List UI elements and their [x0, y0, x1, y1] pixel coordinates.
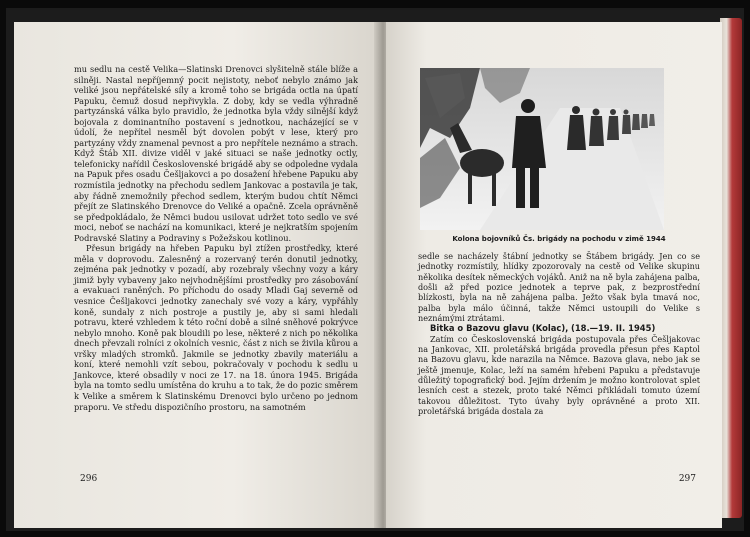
right-page-number: 297 — [678, 474, 696, 484]
left-page-number: 296 — [80, 474, 98, 484]
photo-caption: Kolona bojovníků Čs. brigády na pochodu v zimě 1944 — [452, 235, 666, 243]
left-page-text — [74, 64, 358, 412]
right-page-text — [418, 251, 700, 417]
open-book — [6, 8, 744, 531]
section-heading-date: (18.—19. II. 1945) — [571, 323, 656, 334]
photo-illustration — [420, 68, 664, 230]
left-page — [14, 22, 380, 528]
right-paragraph-2: Zatím co Československá brigáda postupovala přes Češljakovac na Jankovac, XII. proletářská brigáda provedla přesun přes Kaptol na Bazovu glavu, kde narazila na Němce. Bazova glava, nebo jak se ještě jmenuje, Kolac, leží na samém hřebeni Papuku a představuje důležitý topografický bod. Jejím držením je možno kontrolovat splet lesních cest a stezek, proto také Němci přikládali tomuto území takovou důležitost. Tyto úvahy byly oprávněné a proto XII. proletářská brigáda dostala za — [418, 333, 700, 417]
left-paragraph-1: mu sedlu na cestě Velika—Slatinski Drenovci slyšitelně stále blíže a silněji. Nastal nepříjemný pocit nejistoty, neboť nebylo známo jak veliké jsou nepřátelské síly a kromě toho se brigáda octla na úpatí Papuku, čemuž dosud nepřivykla. Z doby, kdy se vedla výhradně partyzánská válka bylo pravidlo, že jednotka byla vždy silnější když bojovala z dominantního postavení s jednotkou, nacházející se v údolí, že nepřítel nesměl být dovolen pobýt v lese, který pro partyzány vždy znamenal pevnost a pro nepřítele neznámo a strach. Když Štáb XII. divize viděl v jaké situaci se naše jednotky octly, telefonicky nařídil Československé brigádě aby se odpoledne vydala na Papuk přes osadu Češljakovci a po dosažení hřebene Papuku aby rozmístila jednotky na přechodu sedlem Jankovac a postavila je tak, aby řádně znemožnily přechod sedlem, kterým budou chtít Němci přejít ze Slatinského Drenovce do Veliké a opačně. Zcela oprávněně se předpokládalo, že Němci budou usilovat udržet toto sedlo ve své moci, neboť se nachází na komunikaci, které je nejkratším spojením Podravské Slatiny a Podraviny s Požežskou kotlinou. — [74, 64, 358, 243]
section-heading — [418, 323, 700, 333]
right-page — [386, 22, 722, 528]
left-paragraph-2: Přesun brigády na hřeben Papuku byl ztížen prostředky, které měla v doprovodu. Zalesněný a rozervaný terén donutil jednotky, zejména pak jednotky v pozadí, aby rozebraly všechny vozy a káry jimiž byly vybaveny jako nejvhodnějšími prostředky pro zásobování a evakuaci raněných. Po příchodu do osady Mladi Gaj severně od vesnice Češljakovci jednotky zanechaly své vozy a káry, vypřáhly koně, sundaly z nich postroje a pustily je, aby si sami hledali potravu, které vzhledem k této roční době a silné sněhové pokrývce nebylo mnoho. Koně pak bloudili po lese, některé z nich po několika dnech převzali rolníci z okolních vesnic, část z nich se živila kůrou a vršky mladých stromků. Jakmile se jednotky zbavily materiálu a koní, které nemohli vzít sebou, pokračovaly v pochodu k sedlu u Jankovce, které obsadily v noci ze 17. na 18. února 1945. Brigáda byla na tomto sedlu umístěna do kruhu a to tak, že do pozic směrem k Velike a směrem k Slatinskému Drenovci bylo určeno po jednom praporu. Ve středu dispozičního prostoru, na samotném — [74, 243, 358, 412]
book-cover-edge — [720, 18, 742, 518]
winter-march-photo — [420, 68, 664, 230]
right-paragraph-1: sedle se nacházely štábní jednotky se Štábem brigády. Jen co se jednotky rozmístily, hlídky zpozorovaly na cestě od Velike skupinu několika desítek německých vojáků. Aniž na ně byla zahájena palba, došli až před pozice jednotek a teprve pak, z bezprostřední blízkosti, byla na ně zahájena palba. Ježto však byla tmavá noc, palba byla málo účinná, takže Němci ustoupili do Velike s neznámými ztrátami. — [418, 251, 700, 324]
section-heading-title: Bitka o Bazovu glavu (Kolac), — [430, 323, 569, 334]
